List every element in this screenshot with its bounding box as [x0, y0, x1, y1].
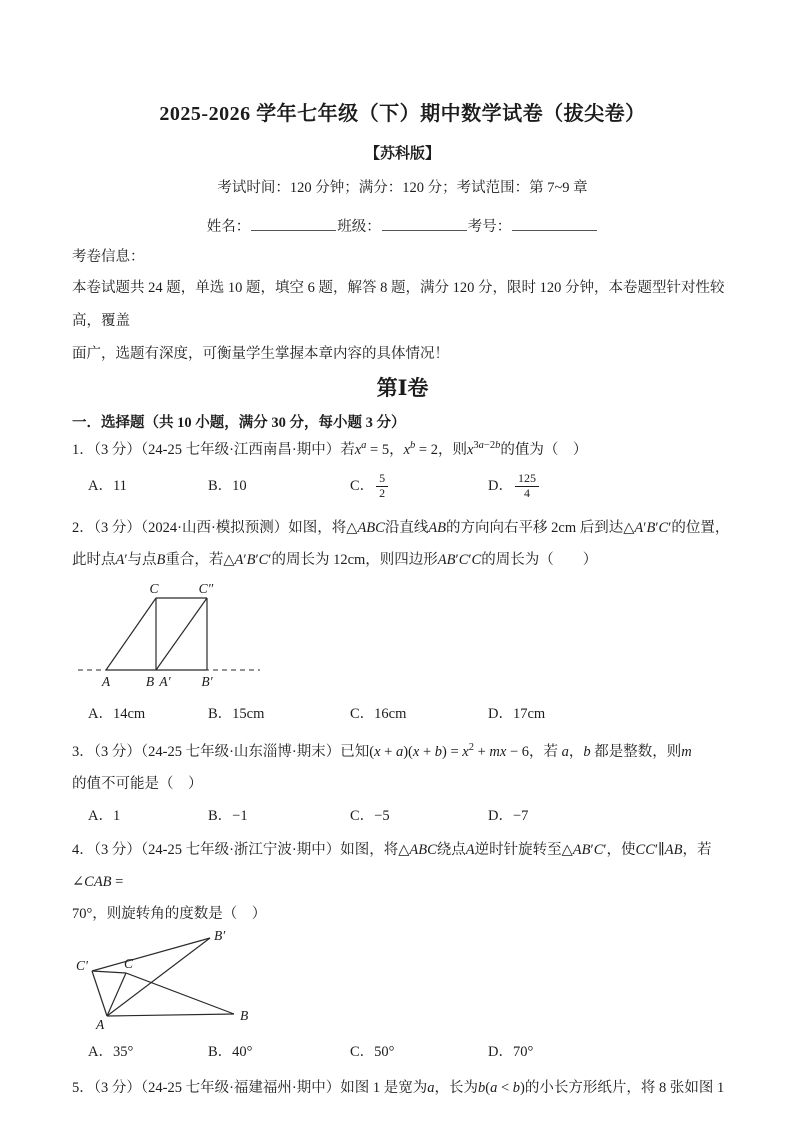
- question-4-option-c: C．50°: [350, 1044, 395, 1060]
- exam-meta-line: 考试时间：120 分钟；满分：120 分；考试范围：第 7~9 章: [217, 180, 588, 196]
- fig2-label-c: C: [149, 581, 159, 596]
- fig4-label-c: C: [124, 956, 134, 971]
- paper-info-line-1: 本卷试题共 24 题，单选 10 题，填空 6 题，解答 8 题，满分 120 分，限时 120 分钟，本卷题型针对性较高，覆盖: [72, 280, 725, 329]
- question-3-option-c: C．−5: [350, 808, 390, 824]
- question-1-text: 1．（3 分）（24-25 七年级·江西南昌·期中）若$x^a = 5$，$x^b = 2$，则$x^{3a-2b}$的值为（ ）: [72, 440, 588, 458]
- name-label: 姓名：: [206, 219, 251, 235]
- edition-label: 【苏科版】: [364, 146, 440, 162]
- question-2-option-b: B．15cm: [208, 706, 265, 722]
- paper-info-heading: 考卷信息：: [72, 249, 145, 265]
- question-1-option-d: D． $\frac{125}{4}$: [488, 470, 733, 502]
- name-class-id-row: [72, 215, 733, 237]
- question-4-text-line-1: 4．（3 分）（24-25 七年级·浙江宁波·期中）如图，将△ABC绕点A逆时针旋转至△AB′C′，使CC′∥AB，若∠CAB =: [72, 842, 712, 890]
- exam-title: 2025-2026 学年七年级（下）期中数学试卷（拔尖卷）: [159, 103, 646, 125]
- class-blank: [382, 215, 467, 231]
- fig2-label-a: A: [101, 674, 111, 689]
- fig4-label-b: B: [240, 1008, 249, 1023]
- question-2-text-line-2: 此时点A′与点B重合，若△A′B′C′的周长为 12cm，则四边形AB′C′C的周长为（ ）: [72, 552, 598, 568]
- question-4-rotation-figure: [74, 928, 264, 1032]
- question-1-option-a: A．11: [88, 478, 127, 494]
- class-label: 班级：: [337, 219, 381, 235]
- fig2-label-a-prime: A′: [159, 674, 171, 689]
- section-choice-title: 一．选择题（共 10 小题，满分 30 分，每小题 3 分）: [72, 415, 406, 431]
- exam-no-blank: [512, 215, 597, 231]
- question-3-text-line-2: 的值不可能是（ ）: [72, 776, 203, 792]
- fig2-label-b-prime: B′: [201, 674, 213, 689]
- fig2-label-b: B: [145, 674, 155, 689]
- question-1-option-c: C． $\frac{5}{2}$: [350, 470, 488, 502]
- question-2: [72, 512, 733, 730]
- question-1-option-b: B．10: [208, 478, 247, 494]
- question-2-options: [72, 698, 733, 730]
- question-4-option-b: B．40°: [208, 1044, 253, 1060]
- fig4-label-b-prime: B′: [214, 928, 226, 943]
- question-2-text-line-1: 2．（3 分）（2024·山西·模拟预测）如图，将△ABC沿直线AB的方向向右平移 2cm 后到达△A′B′C′的位置，: [72, 520, 730, 536]
- question-3-option-a: A．1: [88, 808, 121, 824]
- question-2-option-a: A．14cm: [88, 706, 146, 722]
- volume-title: 第Ⅰ卷: [376, 376, 429, 400]
- question-5-text: 5．（3 分）（24-25 七年级·福建福州·期中）如图 1 是宽为a，长为b(a < b)的小长方形纸片，将 8 张如图 1: [72, 1080, 725, 1096]
- fig4-label-a: A: [96, 1017, 105, 1032]
- question-3-option-d: D．−7: [488, 808, 529, 824]
- question-3: [72, 736, 733, 832]
- paper-info-body: [72, 272, 733, 371]
- question-4-options: [72, 1036, 733, 1068]
- fig2-label-c-doubleprime: C″: [198, 581, 214, 596]
- question-4-option-a: A．35°: [88, 1044, 134, 1060]
- question-1-options: [72, 466, 733, 506]
- paper-info-line-2: 面广，选题有深度，可衡量学生掌握本章内容的具体情况！: [72, 346, 449, 362]
- question-1: [72, 434, 733, 506]
- question-3-option-b: B．−1: [208, 808, 248, 824]
- question-2-translation-figure: [76, 580, 262, 692]
- question-5: [72, 1072, 733, 1104]
- question-4-option-d: D．70°: [488, 1044, 534, 1060]
- question-2-option-c: C．16cm: [350, 706, 407, 722]
- question-2-option-d: D．17cm: [488, 706, 546, 722]
- question-3-text-line-1: 3．（3 分）（24-25 七年级·山东淄博·期末）已知$(x + a)(x + b) = x^2$ + mx − 6，若 a，b 都是整数，则m: [72, 742, 692, 760]
- exam-no-label: 考号：: [467, 219, 512, 235]
- question-4: [72, 834, 733, 1068]
- fig4-label-c-prime: C′: [76, 958, 88, 973]
- name-blank: [251, 215, 336, 231]
- question-4-text-line-2: 70°，则旋转角的度数是（ ）: [72, 906, 267, 922]
- question-3-options: [72, 800, 733, 832]
